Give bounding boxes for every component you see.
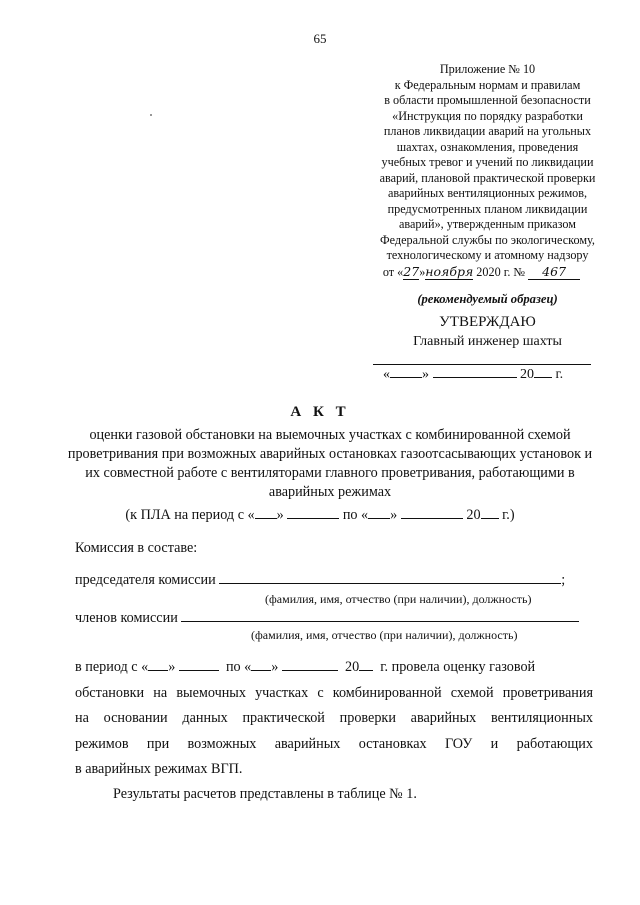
page-number: 65 xyxy=(313,31,327,46)
chairman-row: председателя комиссии ; xyxy=(75,572,566,588)
body-line-4: режимов при возможных аварийных остановках ГОУ и работающих xyxy=(75,736,593,752)
act-title: А К Т xyxy=(290,404,350,420)
appendix-line: предусмотренных планом ликвидации xyxy=(387,201,588,216)
chief-engineer-label: Главный инженер шахты xyxy=(413,334,562,349)
approve-heading: УТВЕРЖДАЮ xyxy=(439,314,536,330)
appendix-line: аварийных вентиляционных режимов, xyxy=(387,186,588,200)
appendix-line: в области промышленной безопасности xyxy=(384,93,591,107)
blank-field xyxy=(481,506,499,519)
appendix-line: планов ликвидации аварий на угольных xyxy=(383,124,592,138)
appendix-line: аварий, плановой практической проверки xyxy=(379,170,596,185)
blank-field xyxy=(282,658,338,671)
commission-label: Комиссия в составе: xyxy=(75,540,198,556)
order-day-handwritten: 27 xyxy=(403,263,420,279)
act-subtitle: оценки газовой обстановки на выемочных участках с комбинированной схемой проветривания при возможных аварийных остановках газоотсасывающих установок и их совместной работе с вентиляторами главного проветривания, работающими в аварийных режимах xyxy=(67,427,593,500)
blank-field xyxy=(368,506,390,519)
period-line: (к ПЛА на период с « » по « » 20 г.) xyxy=(125,507,515,523)
appendix-block xyxy=(330,62,640,280)
appendix-line: к Федеральным нормам и правилам xyxy=(394,77,581,92)
blank-field xyxy=(359,658,373,671)
approval-date: « » 20 г. xyxy=(383,367,564,382)
appendix-line: шахтах, ознакомления, проведения xyxy=(396,139,579,154)
blank-field xyxy=(534,365,552,378)
appendix-line: «Инструкция по порядку разработки xyxy=(392,108,583,123)
order-month-handwritten: ноября xyxy=(425,263,474,279)
body-line-3: на основании данных практической проверки аварийных вентиляционных xyxy=(75,710,593,726)
appendix-line: аварий», утвержденным приказом xyxy=(399,217,576,231)
appendix-line: Приложение № 10 xyxy=(439,62,536,76)
chairman-hint: (фамилия, имя, отчество (при наличии), должность) xyxy=(265,592,532,606)
body-line-2: обстановки на выемочных участках с комбинированной схемой проветривания xyxy=(75,685,593,701)
blank-field xyxy=(148,658,168,671)
blank-field xyxy=(179,658,219,671)
blank-field xyxy=(433,365,517,378)
blank-field xyxy=(401,506,463,519)
appendix-line: Федеральной службы по экологическому, xyxy=(380,232,595,247)
members-hint: (фамилия, имя, отчество (при наличии), должность) xyxy=(251,628,518,642)
recommended-sample-note: (рекомендуемый образец) xyxy=(417,292,558,306)
body-line-1: в период с « » по « » 20 г. провела оценку газовой xyxy=(75,659,536,675)
blank-field xyxy=(255,506,277,519)
results-line: Результаты расчетов представлены в таблице № 1. xyxy=(113,786,417,802)
members-row: членов комиссии xyxy=(75,609,579,627)
blank-field xyxy=(287,506,339,519)
appendix-line: учебных тревог и учений по ликвидации xyxy=(381,155,594,169)
members-field xyxy=(181,609,579,622)
order-date-line: от «27»ноября 2020 г. № 467 xyxy=(318,264,640,281)
appendix-line: технологическому и атомному надзору xyxy=(386,248,589,262)
chairman-field xyxy=(219,571,561,584)
scan-speck xyxy=(150,114,152,116)
order-number-handwritten: 467 xyxy=(528,264,580,281)
blank-field xyxy=(251,658,271,671)
body-line-5: в аварийных режимах ВГП. xyxy=(75,761,243,777)
blank-field xyxy=(390,365,422,378)
